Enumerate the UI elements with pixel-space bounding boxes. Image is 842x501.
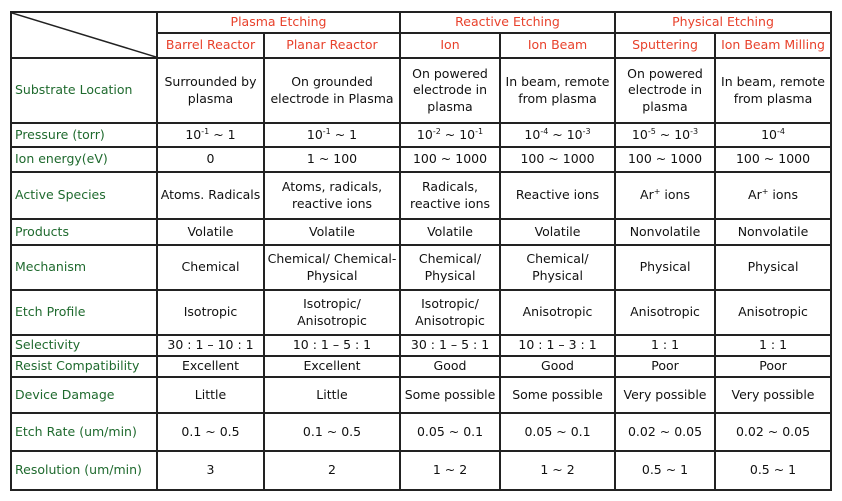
table-row <box>11 290 831 335</box>
row-label: Etch Profile <box>11 290 157 335</box>
table-cell: 30 : 1 – 10 : 1 <box>157 335 264 356</box>
row-label: Products <box>11 219 157 245</box>
table-cell: Chemical/ Physical <box>500 245 615 290</box>
group-physical-etching: Physical Etching <box>615 12 831 33</box>
group-plasma-etching: Plasma Etching <box>157 12 400 33</box>
diagonal-divider-icon <box>12 13 156 57</box>
table-cell: Ar+ ions <box>615 172 715 219</box>
table-cell: Anisotropic <box>615 290 715 335</box>
table-cell: Radicals, reactive ions <box>400 172 500 219</box>
table-cell: In beam, remote from plasma <box>500 58 615 123</box>
table-cell: Little <box>264 377 400 413</box>
col-planar-reactor: Planar Reactor <box>264 33 400 58</box>
table-cell: 100 ~ 1000 <box>715 147 831 172</box>
table-cell: Volatile <box>264 219 400 245</box>
table-cell: On powered electrode in plasma <box>400 58 500 123</box>
row-label: Resist Compatibility <box>11 356 157 377</box>
table-cell: Ar+ ions <box>715 172 831 219</box>
table-cell: Volatile <box>500 219 615 245</box>
table-row <box>11 451 831 490</box>
table-cell: 3 <box>157 451 264 490</box>
etching-comparison-table-container <box>10 11 832 491</box>
table-cell: Reactive ions <box>500 172 615 219</box>
table-cell: In beam, remote from plasma <box>715 58 831 123</box>
table-cell: Anisotropic <box>500 290 615 335</box>
row-label: Substrate Location <box>11 58 157 123</box>
row-label: Selectivity <box>11 335 157 356</box>
group-header-row <box>11 12 831 33</box>
table-cell: Poor <box>715 356 831 377</box>
corner-cell <box>11 12 157 58</box>
row-label: Resolution (um/min) <box>11 451 157 490</box>
table-cell: Excellent <box>264 356 400 377</box>
table-row <box>11 219 831 245</box>
col-barrel-reactor: Barrel Reactor <box>157 33 264 58</box>
table-cell: Isotropic/ Anisotropic <box>264 290 400 335</box>
row-label: Device Damage <box>11 377 157 413</box>
table-cell: Good <box>400 356 500 377</box>
table-cell: 0.05 ~ 0.1 <box>500 413 615 451</box>
table-cell: Physical <box>715 245 831 290</box>
table-row <box>11 377 831 413</box>
table-cell: 0.02 ~ 0.05 <box>715 413 831 451</box>
row-label: Etch Rate (um/min) <box>11 413 157 451</box>
table-cell: 1 ~ 2 <box>500 451 615 490</box>
col-ion-beam-milling: Ion Beam Milling <box>715 33 831 58</box>
table-cell: Good <box>500 356 615 377</box>
table-cell: 100 ~ 1000 <box>500 147 615 172</box>
table-cell: Chemical/ Physical <box>400 245 500 290</box>
table-cell: $10^{-5}$ ~ $10^{-3}$ <box>615 123 715 147</box>
table-row <box>11 413 831 451</box>
col-ion-beam: Ion Beam <box>500 33 615 58</box>
table-cell: Nonvolatile <box>715 219 831 245</box>
row-label: Mechanism <box>11 245 157 290</box>
table-cell: Poor <box>615 356 715 377</box>
col-sputtering: Sputtering <box>615 33 715 58</box>
table-cell: 0.5 ~ 1 <box>615 451 715 490</box>
table-cell: Nonvolatile <box>615 219 715 245</box>
group-reactive-etching: Reactive Etching <box>400 12 615 33</box>
table-cell: 10 : 1 – 5 : 1 <box>264 335 400 356</box>
table-cell: Surrounded by plasma <box>157 58 264 123</box>
table-row <box>11 245 831 290</box>
table-cell: Excellent <box>157 356 264 377</box>
table-cell: 1 : 1 <box>615 335 715 356</box>
table-row <box>11 123 831 147</box>
table-cell: Physical <box>615 245 715 290</box>
table-cell: Atoms. Radicals <box>157 172 264 219</box>
table-row <box>11 147 831 172</box>
table-cell: $10^{-4}$ ~ $10^{-3}$ <box>500 123 615 147</box>
table-cell: 100 ~ 1000 <box>400 147 500 172</box>
table-cell: 2 <box>264 451 400 490</box>
table-cell: 100 ~ 1000 <box>615 147 715 172</box>
table-cell: $10^{-4}$ <box>715 123 831 147</box>
table-row <box>11 335 831 356</box>
table-cell: 0 <box>157 147 264 172</box>
table-cell: 30 : 1 – 5 : 1 <box>400 335 500 356</box>
table-cell: Isotropic <box>157 290 264 335</box>
table-cell: $10^{-1}$ ~ 1 <box>264 123 400 147</box>
table-cell: 1 ~ 2 <box>400 451 500 490</box>
table-cell: 1 : 1 <box>715 335 831 356</box>
table-cell: $10^{-1}$ ~ 1 <box>157 123 264 147</box>
table-cell: Little <box>157 377 264 413</box>
table-cell: 10 : 1 – 3 : 1 <box>500 335 615 356</box>
table-cell: Very possible <box>615 377 715 413</box>
table-cell: 1 ~ 100 <box>264 147 400 172</box>
table-row <box>11 58 831 123</box>
col-ion: Ion <box>400 33 500 58</box>
table-cell: Volatile <box>157 219 264 245</box>
table-cell: 0.5 ~ 1 <box>715 451 831 490</box>
table-cell: Chemical <box>157 245 264 290</box>
table-cell: Some possible <box>400 377 500 413</box>
table-cell: 0.05 ~ 0.1 <box>400 413 500 451</box>
row-label: Ion energy(eV) <box>11 147 157 172</box>
table-cell: Anisotropic <box>715 290 831 335</box>
table-row <box>11 172 831 219</box>
table-cell: Some possible <box>500 377 615 413</box>
table-cell: $10^{-2}$ ~ $10^{-1}$ <box>400 123 500 147</box>
table-cell: 0.1 ~ 0.5 <box>264 413 400 451</box>
table-cell: Volatile <box>400 219 500 245</box>
table-body <box>11 58 831 490</box>
table-row <box>11 356 831 377</box>
table-cell: On powered electrode in plasma <box>615 58 715 123</box>
table-cell: 0.1 ~ 0.5 <box>157 413 264 451</box>
row-label: Active Species <box>11 172 157 219</box>
table-cell: Isotropic/ Anisotropic <box>400 290 500 335</box>
table-cell: Chemical/ Chemical-Physical <box>264 245 400 290</box>
table-cell: Very possible <box>715 377 831 413</box>
etching-comparison-table <box>10 11 832 491</box>
table-cell: 0.02 ~ 0.05 <box>615 413 715 451</box>
table-cell: Atoms, radicals, reactive ions <box>264 172 400 219</box>
row-label: Pressure (torr) <box>11 123 157 147</box>
table-cell: On grounded electrode in Plasma <box>264 58 400 123</box>
